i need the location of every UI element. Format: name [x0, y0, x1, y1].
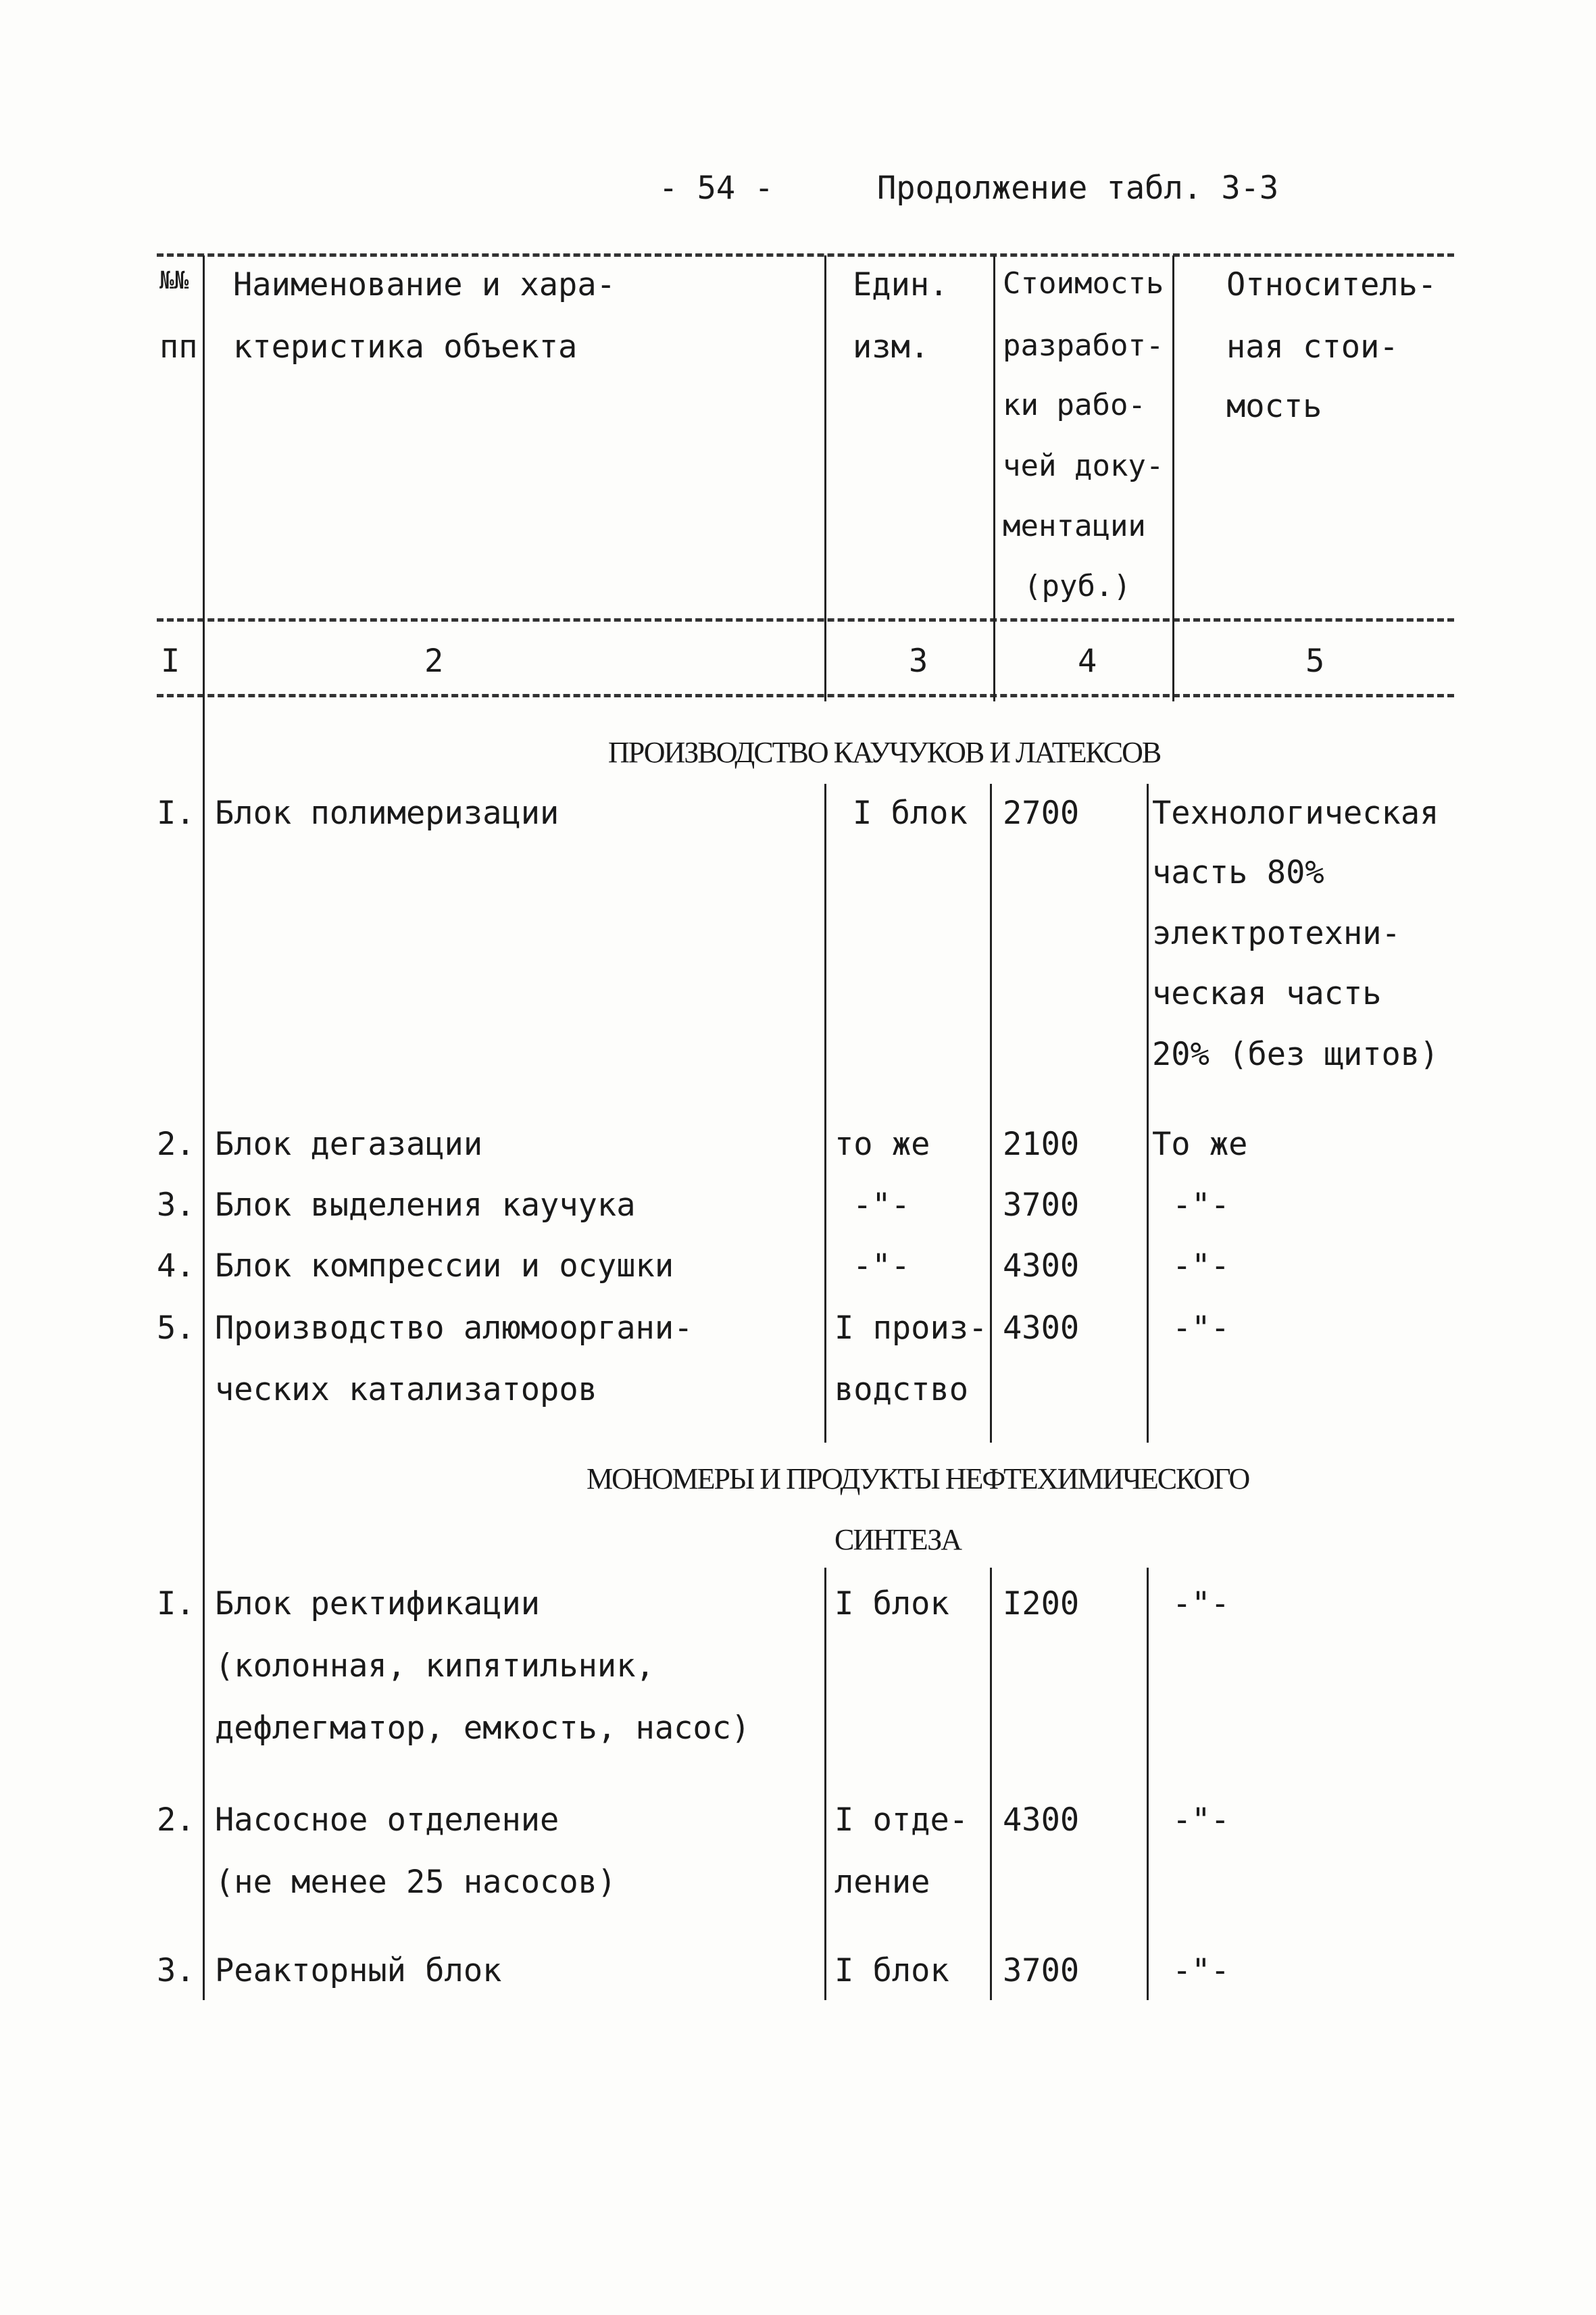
row-relative: -"-: [1172, 1952, 1230, 1989]
colnum-4: 4: [1078, 643, 1097, 680]
row-unit: I произ-: [834, 1310, 988, 1347]
section-title: ПРОИЗВОДСТВО КАУЧУКОВ И ЛАТЕКСОВ: [608, 736, 1161, 769]
header-col1-line2: пп: [159, 328, 198, 366]
row-relative: -"-: [1172, 1247, 1230, 1285]
header-col4-line6: (руб.): [1024, 569, 1131, 603]
header-col3-line1: Един.: [853, 266, 949, 303]
row-name: Блок дегазации: [215, 1126, 483, 1163]
row-cost: 2100: [1003, 1126, 1080, 1163]
colnum-1: I: [161, 643, 180, 680]
row-name: Блок полимеризации: [215, 795, 559, 832]
table-continuation-label: Продолжение табл. 3-3: [877, 170, 1279, 207]
row-name: ческих катализаторов: [215, 1371, 597, 1408]
header-top-rule: [157, 253, 1454, 257]
header-col4-line4: чей доку-: [1003, 449, 1164, 483]
row-number: 2.: [157, 1126, 195, 1163]
header-col4-line2: разработ-: [1003, 328, 1164, 363]
row-unit: I отде-: [834, 1801, 969, 1839]
row-relative: 20% (без щитов): [1152, 1036, 1439, 1073]
header-col4-line3: ки рабо-: [1003, 388, 1146, 422]
body-divider-1: [203, 696, 205, 2000]
header-divider-2: [824, 255, 826, 701]
row-name: дефлегматор, емкость, насос): [215, 1710, 751, 1747]
body-divider-4b: [1147, 1568, 1149, 2000]
row-cost: 4300: [1003, 1801, 1080, 1839]
row-relative: -"-: [1172, 1187, 1230, 1224]
row-cost: 2700: [1003, 795, 1080, 832]
row-number: 3.: [157, 1187, 195, 1224]
row-cost: 3700: [1003, 1187, 1080, 1224]
header-col5-line3: мость: [1226, 388, 1322, 425]
row-unit: то же: [834, 1126, 930, 1163]
header-col2-line2: ктеристика объекта: [233, 328, 578, 366]
row-relative: -"-: [1172, 1801, 1230, 1839]
body-divider-2a: [824, 784, 826, 1443]
body-divider-4a: [1147, 784, 1149, 1443]
row-unit: I блок: [853, 795, 968, 832]
row-name: Реакторный блок: [215, 1952, 502, 1989]
header-col4-line1: Стоимость: [1003, 266, 1164, 301]
row-relative: часть 80%: [1152, 854, 1324, 891]
row-name: (не менее 25 насосов): [215, 1864, 617, 1901]
body-divider-2b: [824, 1568, 826, 2000]
body-divider-3b: [990, 1568, 992, 2000]
row-unit: -"-: [853, 1247, 910, 1285]
row-cost: 4300: [1003, 1310, 1080, 1347]
row-number: 5.: [157, 1310, 195, 1347]
header-col2-line1: Наименование и хара-: [233, 266, 616, 303]
colnum-3: 3: [909, 643, 928, 680]
page-number: - 54 -: [659, 170, 774, 207]
row-number: I.: [157, 795, 195, 832]
header-col5-line2: ная стои-: [1226, 328, 1399, 366]
row-unit: -"-: [853, 1187, 910, 1224]
row-number: 2.: [157, 1801, 195, 1839]
row-number: I.: [157, 1585, 195, 1622]
section-title: СИНТЕЗА: [834, 1523, 962, 1556]
row-name: Блок выделения каучука: [215, 1187, 636, 1224]
header-col5-line1: Относитель-: [1226, 266, 1437, 303]
row-name: (колонная, кипятильник,: [215, 1647, 655, 1685]
header-col4-line5: ментации: [1003, 509, 1146, 543]
body-divider-3a: [990, 784, 992, 1443]
colnum-2: 2: [424, 643, 444, 680]
row-unit: ление: [834, 1864, 930, 1901]
header-divider-4: [1172, 255, 1174, 701]
row-unit: I блок: [834, 1952, 949, 1989]
row-cost: I200: [1003, 1585, 1080, 1622]
header-col3-line2: изм.: [853, 328, 930, 366]
row-relative: -"-: [1172, 1310, 1230, 1347]
row-relative: Технологическая: [1152, 795, 1439, 832]
row-unit: водство: [834, 1371, 969, 1408]
row-name: Блок компрессии и осушки: [215, 1247, 674, 1285]
header-divider-1: [203, 255, 205, 701]
row-relative: То же: [1152, 1126, 1248, 1163]
colnum-5: 5: [1305, 643, 1325, 680]
row-cost: 3700: [1003, 1952, 1080, 1989]
row-name: Насосное отделение: [215, 1801, 559, 1839]
row-number: 4.: [157, 1247, 195, 1285]
row-relative: ческая часть: [1152, 975, 1382, 1012]
row-unit: I блок: [834, 1585, 949, 1622]
section-title: МОНОМЕРЫ И ПРОДУКТЫ НЕФТЕХИМИЧЕСКОГО: [587, 1462, 1249, 1495]
row-relative: -"-: [1172, 1585, 1230, 1622]
row-cost: 4300: [1003, 1247, 1080, 1285]
colnum-bottom-rule: [157, 694, 1454, 697]
row-relative: электротехни-: [1152, 915, 1401, 952]
row-number: 3.: [157, 1952, 195, 1989]
row-name: Производство алюмооргани-: [215, 1310, 693, 1347]
header-col1-line1: №№: [159, 267, 189, 295]
row-name: Блок ректификации: [215, 1585, 541, 1622]
header-divider-3: [993, 255, 995, 701]
header-bottom-rule: [157, 618, 1454, 622]
